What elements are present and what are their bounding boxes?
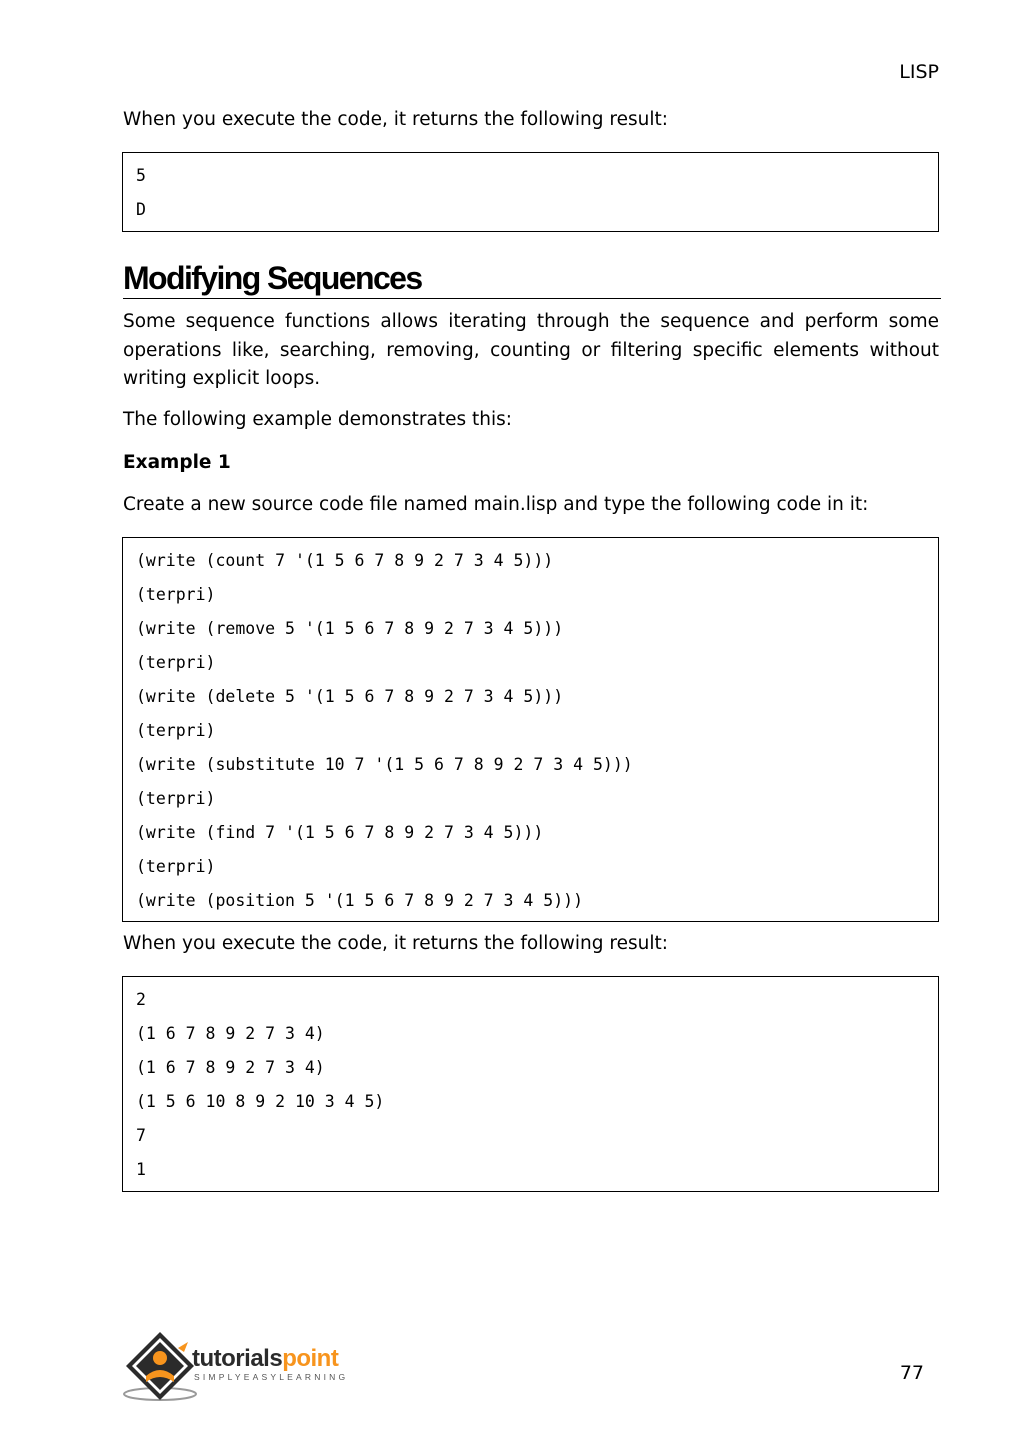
running-header: LISP: [899, 61, 939, 83]
code-line: (terpri): [136, 721, 216, 740]
code-line: (write (delete 5 '(1 5 6 7 8 9 2 7 3 4 5))): [136, 687, 564, 706]
output-line: D: [136, 200, 146, 219]
output-line: (1 6 7 8 9 2 7 3 4): [136, 1024, 325, 1043]
code-line: (write (position 5 '(1 5 6 7 8 9 2 7 3 4 5))): [136, 891, 584, 910]
output-line: 2: [136, 990, 146, 1009]
logo-word-point: point: [282, 1345, 339, 1372]
section-heading: Modifying Sequences: [123, 258, 941, 299]
page-number: 77: [899, 1362, 924, 1384]
output-line: 7: [136, 1126, 146, 1145]
example-label: Example 1: [123, 452, 231, 473]
code-line: (terpri): [136, 653, 216, 672]
logo-emblem-icon: [122, 1328, 202, 1402]
logo-tagline: SIMPLYEASYLEARNING: [194, 1372, 349, 1382]
output-box-1: [122, 152, 939, 232]
result-intro-text-2: When you execute the code, it returns the following result:: [123, 933, 668, 954]
code-line: (terpri): [136, 857, 216, 876]
code-line: (write (remove 5 '(1 5 6 7 8 9 2 7 3 4 5))): [136, 619, 564, 638]
result-intro-text: When you execute the code, it returns the following result:: [123, 109, 668, 130]
output-line: 1: [136, 1160, 146, 1179]
tutorialspoint-logo: [122, 1328, 372, 1402]
output-line: (1 6 7 8 9 2 7 3 4): [136, 1058, 325, 1077]
instruction-text: Create a new source code file named main.lisp and type the following code in it:: [123, 494, 869, 515]
output-line: (1 5 6 10 8 9 2 10 3 4 5): [136, 1092, 385, 1111]
logo-word-tutorials: tutorials: [192, 1345, 283, 1372]
code-line: (write (count 7 '(1 5 6 7 8 9 2 7 3 4 5))): [136, 551, 554, 570]
code-line: (terpri): [136, 789, 216, 808]
demo-text: The following example demonstrates this:: [123, 409, 513, 430]
section-paragraph: Some sequence functions allows iterating through the sequence and perform some operations like, searching, removing, counting or filtering specific elements without writing explicit loops.: [123, 311, 939, 389]
code-box: [122, 537, 939, 922]
code-line: (terpri): [136, 585, 216, 604]
output-line: 5: [136, 166, 146, 185]
code-line: (write (substitute 10 7 '(1 5 6 7 8 9 2 7 3 4 5))): [136, 755, 633, 774]
code-line: (write (find 7 '(1 5 6 7 8 9 2 7 3 4 5))): [136, 823, 544, 842]
output-box-2: [122, 976, 939, 1192]
